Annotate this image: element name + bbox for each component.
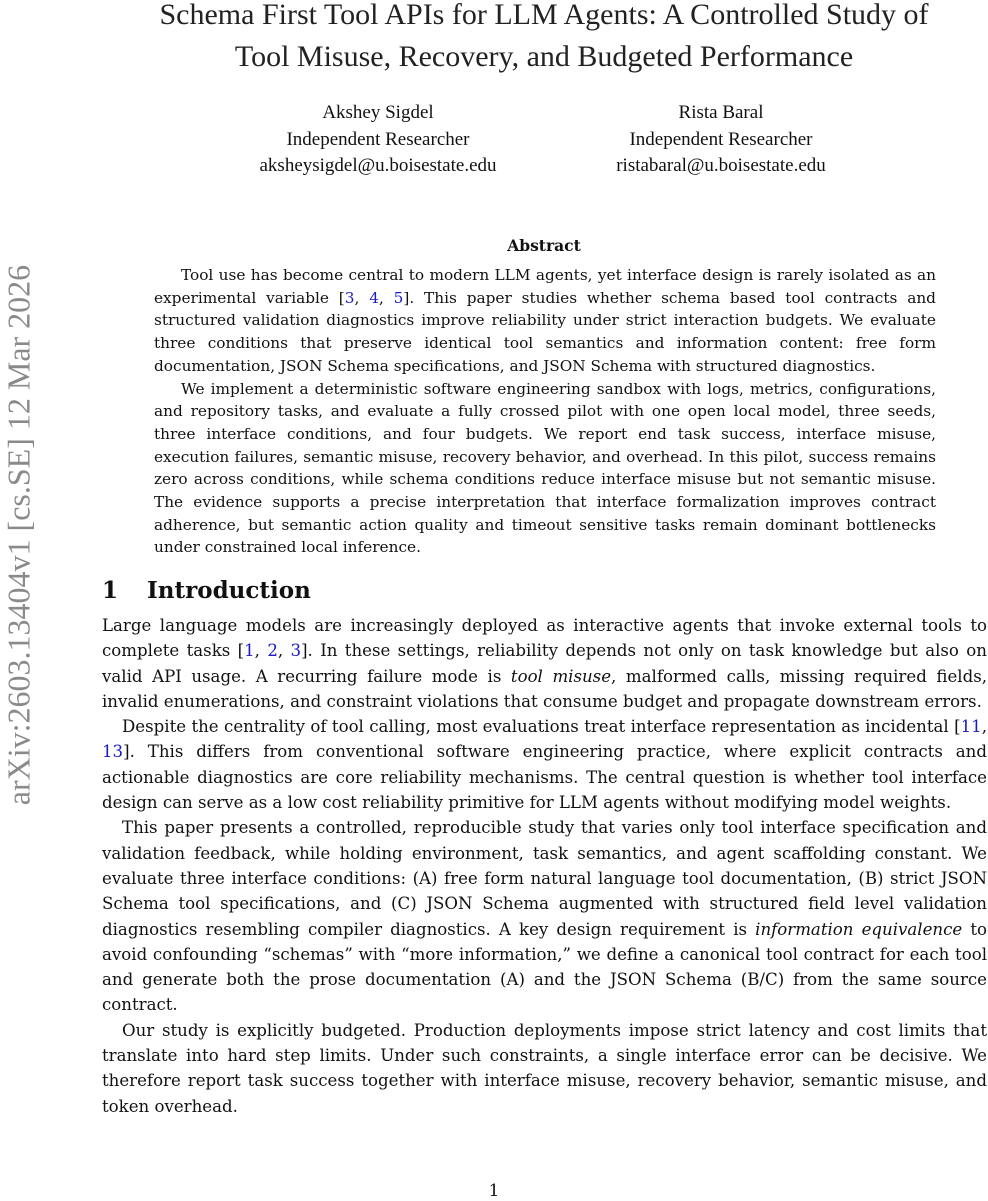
author-name: Akshey Sigdel bbox=[322, 102, 434, 123]
section-number: 1 bbox=[102, 577, 119, 604]
page-number: 1 bbox=[488, 1181, 500, 1201]
author-block-2 bbox=[568, 100, 874, 180]
author-affiliation: Independent Researcher bbox=[629, 128, 813, 150]
arxiv-identifier-text: arXiv:2603.13404v1 [cs.SE] 12 Mar 2026 bbox=[0, 264, 37, 806]
emphasized-term: information equivalence bbox=[755, 919, 963, 939]
author-email: ristabaral@u.boisestate.edu bbox=[616, 155, 826, 176]
introduction-body bbox=[102, 613, 987, 1119]
abstract-text: ]. This paper studies whether schema based tool contracts and structured validation diagnostics improve reliability under strict interaction budgets. We evaluate three conditions that preserve identical tool semantics and information content: free form documentation, JSON Schema specifications, and JSON Schema with structured diagnostics. bbox=[154, 288, 936, 375]
citation-separator: , bbox=[254, 641, 268, 661]
body-text: This paper presents a controlled, reproducible study that varies only tool interface specification and validation feedback, while holding environment, task semantics, and agent scaffolding constant. We evaluate three interface conditions: (A) free form natural language tool documentation, (B) strict JSON Schema tool specifications, and (C) JSON Schema augmented with structured field level validation diagnostics resembling compiler diagnostics. A key design requirement is bbox=[102, 818, 987, 939]
title-line-1: Schema First Tool APIs for LLM Agents: A Controlled Study of bbox=[159, 0, 929, 31]
body-text: ]. This differs from conventional software engineering practice, where explicit contracts and actionable diagnostics are core reliability mechanisms. The central question is whether tool interface design can serve as a low cost reliability primitive for LLM agents without modifying model weights. bbox=[102, 742, 987, 813]
abstract-body bbox=[154, 264, 936, 559]
citation-link[interactable]: 2 bbox=[267, 641, 278, 661]
section-heading-introduction bbox=[102, 577, 311, 604]
title-line-2: Tool Misuse, Recovery, and Budgeted Performance bbox=[234, 40, 854, 73]
citation-link[interactable]: 13 bbox=[102, 742, 124, 762]
abstract-heading: Abstract bbox=[507, 236, 581, 255]
paper-title bbox=[100, 0, 988, 78]
citation-link[interactable]: 5 bbox=[393, 288, 404, 307]
citation-separator: , bbox=[354, 288, 370, 307]
abstract-paragraph-1 bbox=[154, 264, 936, 378]
author-block-1 bbox=[222, 100, 534, 180]
section-title: Introduction bbox=[147, 577, 311, 604]
citation-separator: , bbox=[981, 717, 987, 737]
abstract-paragraph-2: We implement a deterministic software engineering sandbox with logs, metrics, configurations, and repository tasks, and evaluate a fully crossed pilot with one open local model, three seeds, three interface conditions, and four budgets. We report end task success, interface misuse, execution failures, semantic misuse, recovery behavior, and overhead. In this pilot, success remains zero across conditions, while schema conditions reduce interface misuse but not semantic misuse. The evidence supports a precise interpretation that interface formalization improves contract adherence, but semantic action quality and timeout sensitive tasks remain dominant bottlenecks under constrained local inference. bbox=[154, 379, 936, 557]
citation-link[interactable]: 11 bbox=[960, 717, 982, 737]
abstract-text: Tool use has become central to modern LLM agents, yet interface design is rarely isolated as an experimental variable [ bbox=[154, 266, 936, 307]
emphasized-term: tool misuse bbox=[510, 666, 612, 686]
author-email: aksheysigdel@u.boisestate.edu bbox=[259, 155, 497, 176]
body-text: ]. In these settings, reliability depends not only on task knowledge but also on valid API usage. A recurring failure mode is bbox=[102, 641, 987, 686]
body-text: to avoid confounding “schemas” with “more information,” we define a canonical tool contract for each tool and generate both the prose documentation (A) and the JSON Schema (B/C) from the same source contract. bbox=[102, 919, 988, 1015]
body-paragraph-4: Our study is explicitly budgeted. Production deployments impose strict latency and cost limits that translate into hard step limits. Under such constraints, a single interface error can be decisive. We therefore report task success together with interface misuse, recovery behavior, semantic misuse, and token overhead. bbox=[102, 1020, 987, 1116]
citation-link[interactable]: 4 bbox=[369, 288, 379, 307]
arxiv-identifier-stamp bbox=[2, 205, 36, 865]
body-paragraph-2 bbox=[102, 714, 987, 815]
body-paragraph-1 bbox=[102, 613, 987, 714]
body-text: Despite the centrality of tool calling, most evaluations treat interface representation as incidental [ bbox=[122, 717, 961, 737]
citation-link[interactable]: 3 bbox=[344, 288, 355, 307]
author-affiliation: Independent Researcher bbox=[286, 128, 470, 150]
author-name: Rista Baral bbox=[678, 102, 764, 123]
citation-separator: , bbox=[277, 641, 291, 661]
citation-separator: , bbox=[378, 288, 394, 307]
body-text: , malformed calls, missing required fields, invalid enumerations, and constraint violations that consume budget and propagate downstream errors. bbox=[102, 666, 987, 711]
body-paragraph-3 bbox=[102, 815, 987, 1017]
citation-link[interactable]: 3 bbox=[290, 641, 302, 661]
citation-link[interactable]: 1 bbox=[244, 641, 255, 661]
body-text: Large language models are increasingly deployed as interactive agents that invoke external tools to complete tasks [ bbox=[102, 616, 987, 661]
